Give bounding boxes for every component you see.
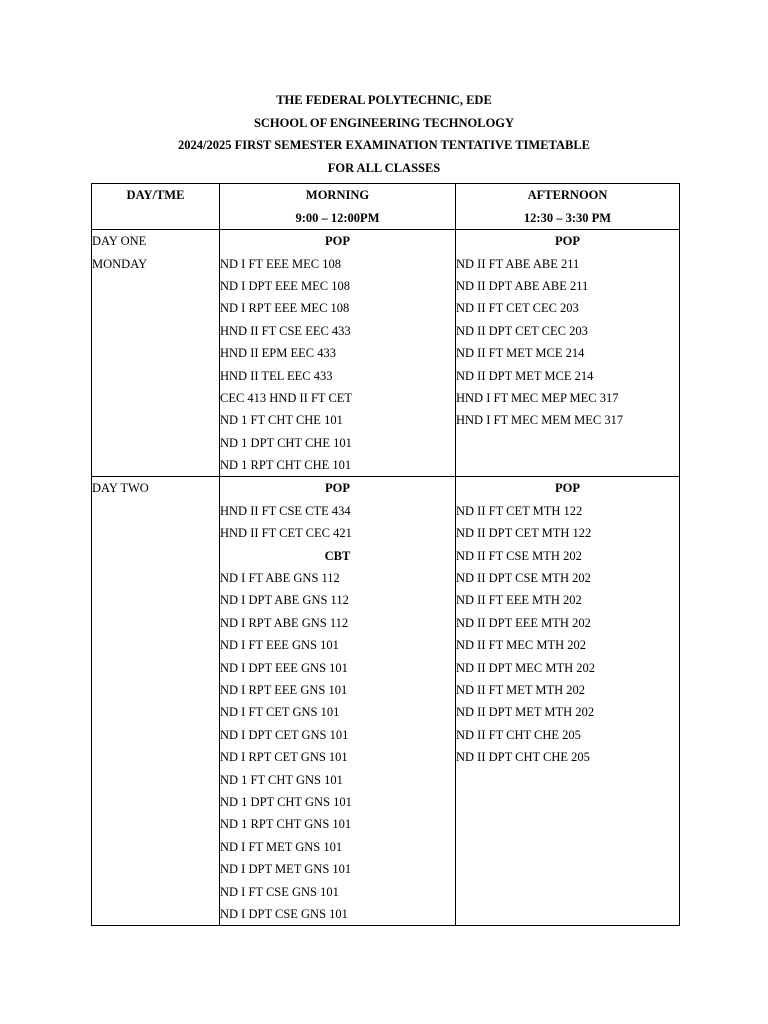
exam-entry: HND II TEL EEC 433 [220, 368, 333, 383]
timetable-body [92, 230, 680, 926]
school-name: SCHOOL OF ENGINEERING TECHNOLOGY [253, 115, 515, 130]
exam-entry: ND II FT ABE ABE 211 [456, 256, 580, 271]
day-cell [92, 477, 220, 926]
exam-entry: ND I DPT ABE GNS 112 [220, 593, 349, 608]
header-day-label: DAY/TME [126, 188, 185, 202]
exam-entry: ND 1 RPT CHT GNS 101 [220, 817, 352, 832]
header-morning-label: MORNING [305, 188, 370, 202]
exam-entry: HND I FT MEC MEM MEC 317 [456, 413, 624, 428]
exam-entry: ND 1 DPT CHT GNS 101 [220, 794, 352, 809]
exam-entry: HND II FT CET CEC 421 [220, 526, 352, 541]
exam-entry: ND I FT EEE GNS 101 [220, 638, 339, 653]
timetable-title: 2024/2025 FIRST SEMESTER EXAMINATION TENTATIVE TIMETABLE [177, 138, 590, 153]
exam-entry: ND II DPT MET MCE 214 [456, 368, 594, 383]
exam-entry: HND II FT CSE CTE 434 [220, 503, 351, 518]
table-row [92, 230, 680, 477]
exam-entry: ND I FT CSE GNS 101 [220, 884, 339, 899]
table-row [92, 477, 680, 926]
exam-entry: ND II DPT MEC MTH 202 [456, 660, 596, 675]
day-label: MONDAY [92, 256, 148, 271]
exam-entry: ND I DPT EEE MEC 108 [220, 278, 350, 293]
header-morning [220, 184, 456, 230]
exam-entry: HND II EPM EEC 433 [220, 346, 336, 361]
exam-entry: ND I DPT CSE GNS 101 [220, 906, 348, 921]
institution-name: THE FEDERAL POLYTECHNIC, EDE [276, 93, 492, 107]
exam-mode-heading: CBT [324, 548, 351, 563]
header-afternoon-time: 12:30 – 3:30 PM [523, 210, 612, 225]
afternoon-cell [456, 477, 680, 926]
exam-entry: ND II FT CSE MTH 202 [456, 548, 582, 563]
exam-entry: ND 1 RPT CHT CHE 101 [220, 458, 352, 473]
timetable-subtitle: FOR ALL CLASSES [327, 160, 441, 175]
exam-entry: ND II DPT CSE MTH 202 [456, 571, 591, 586]
exam-entry: ND II DPT ABE ABE 211 [456, 278, 589, 293]
exam-entry: ND I FT MET GNS 101 [220, 839, 343, 854]
exam-entry: CEC 413 HND II FT CET [220, 390, 353, 405]
exam-entry: HND II FT CSE EEC 433 [220, 323, 351, 338]
exam-mode-heading: POP [555, 234, 580, 249]
day-label: DAY ONE [92, 234, 147, 249]
morning-cell [220, 477, 456, 926]
exam-entry: ND 1 FT CHT CHE 101 [220, 413, 343, 428]
exam-entry: ND I RPT CET GNS 101 [220, 750, 348, 765]
exam-entry: ND 1 DPT CHT CHE 101 [220, 435, 352, 450]
exam-entry: ND II DPT CET MTH 122 [456, 526, 592, 541]
header-afternoon [456, 184, 680, 230]
exam-entry: ND I RPT EEE MEC 108 [220, 301, 350, 316]
exam-timetable [91, 183, 680, 926]
exam-entry: ND I DPT MET GNS 101 [220, 862, 352, 877]
morning-cell [220, 230, 456, 477]
exam-entry: ND II FT MET MCE 214 [456, 346, 585, 361]
day-label: DAY TWO [92, 481, 149, 496]
exam-entry: ND II DPT EEE MTH 202 [456, 615, 591, 630]
header-afternoon-label: AFTERNOON [527, 188, 608, 202]
exam-mode-heading: POP [325, 481, 350, 496]
exam-entry: ND II FT CHT CHE 205 [456, 727, 581, 742]
exam-entry: HND I FT MEC MEP MEC 317 [456, 390, 619, 405]
exam-entry: ND I FT CET GNS 101 [220, 705, 340, 720]
exam-entry: ND I RPT ABE GNS 112 [220, 615, 349, 630]
exam-entry: ND I RPT EEE GNS 101 [220, 683, 348, 697]
afternoon-cell [456, 230, 680, 477]
exam-entry: ND II DPT CHT CHE 205 [456, 750, 590, 765]
exam-entry: ND II FT MEC MTH 202 [456, 638, 586, 653]
exam-entry: ND II FT MET MTH 202 [456, 683, 586, 697]
exam-entry: ND II FT CET MTH 122 [456, 503, 583, 518]
header-morning-time: 9:00 – 12:00PM [295, 210, 380, 225]
exam-entry: ND I FT ABE GNS 112 [220, 571, 340, 586]
exam-mode-heading: POP [555, 481, 580, 496]
exam-entry: ND 1 FT CHT GNS 101 [220, 772, 343, 787]
exam-entry: ND I DPT EEE GNS 101 [220, 660, 348, 675]
exam-entry: ND I DPT CET GNS 101 [220, 727, 349, 742]
header-day [92, 184, 220, 230]
exam-entry: ND II DPT CET CEC 203 [456, 323, 588, 338]
exam-entry: ND I FT EEE MEC 108 [220, 256, 341, 271]
exam-entry: ND II FT EEE MTH 202 [456, 593, 582, 608]
exam-entry: ND II FT CET CEC 203 [456, 301, 579, 316]
document-heading [0, 89, 768, 179]
exam-entry: ND II DPT MET MTH 202 [456, 705, 595, 720]
day-cell [92, 230, 220, 477]
exam-mode-heading: POP [325, 234, 350, 249]
table-header-row [92, 184, 680, 230]
